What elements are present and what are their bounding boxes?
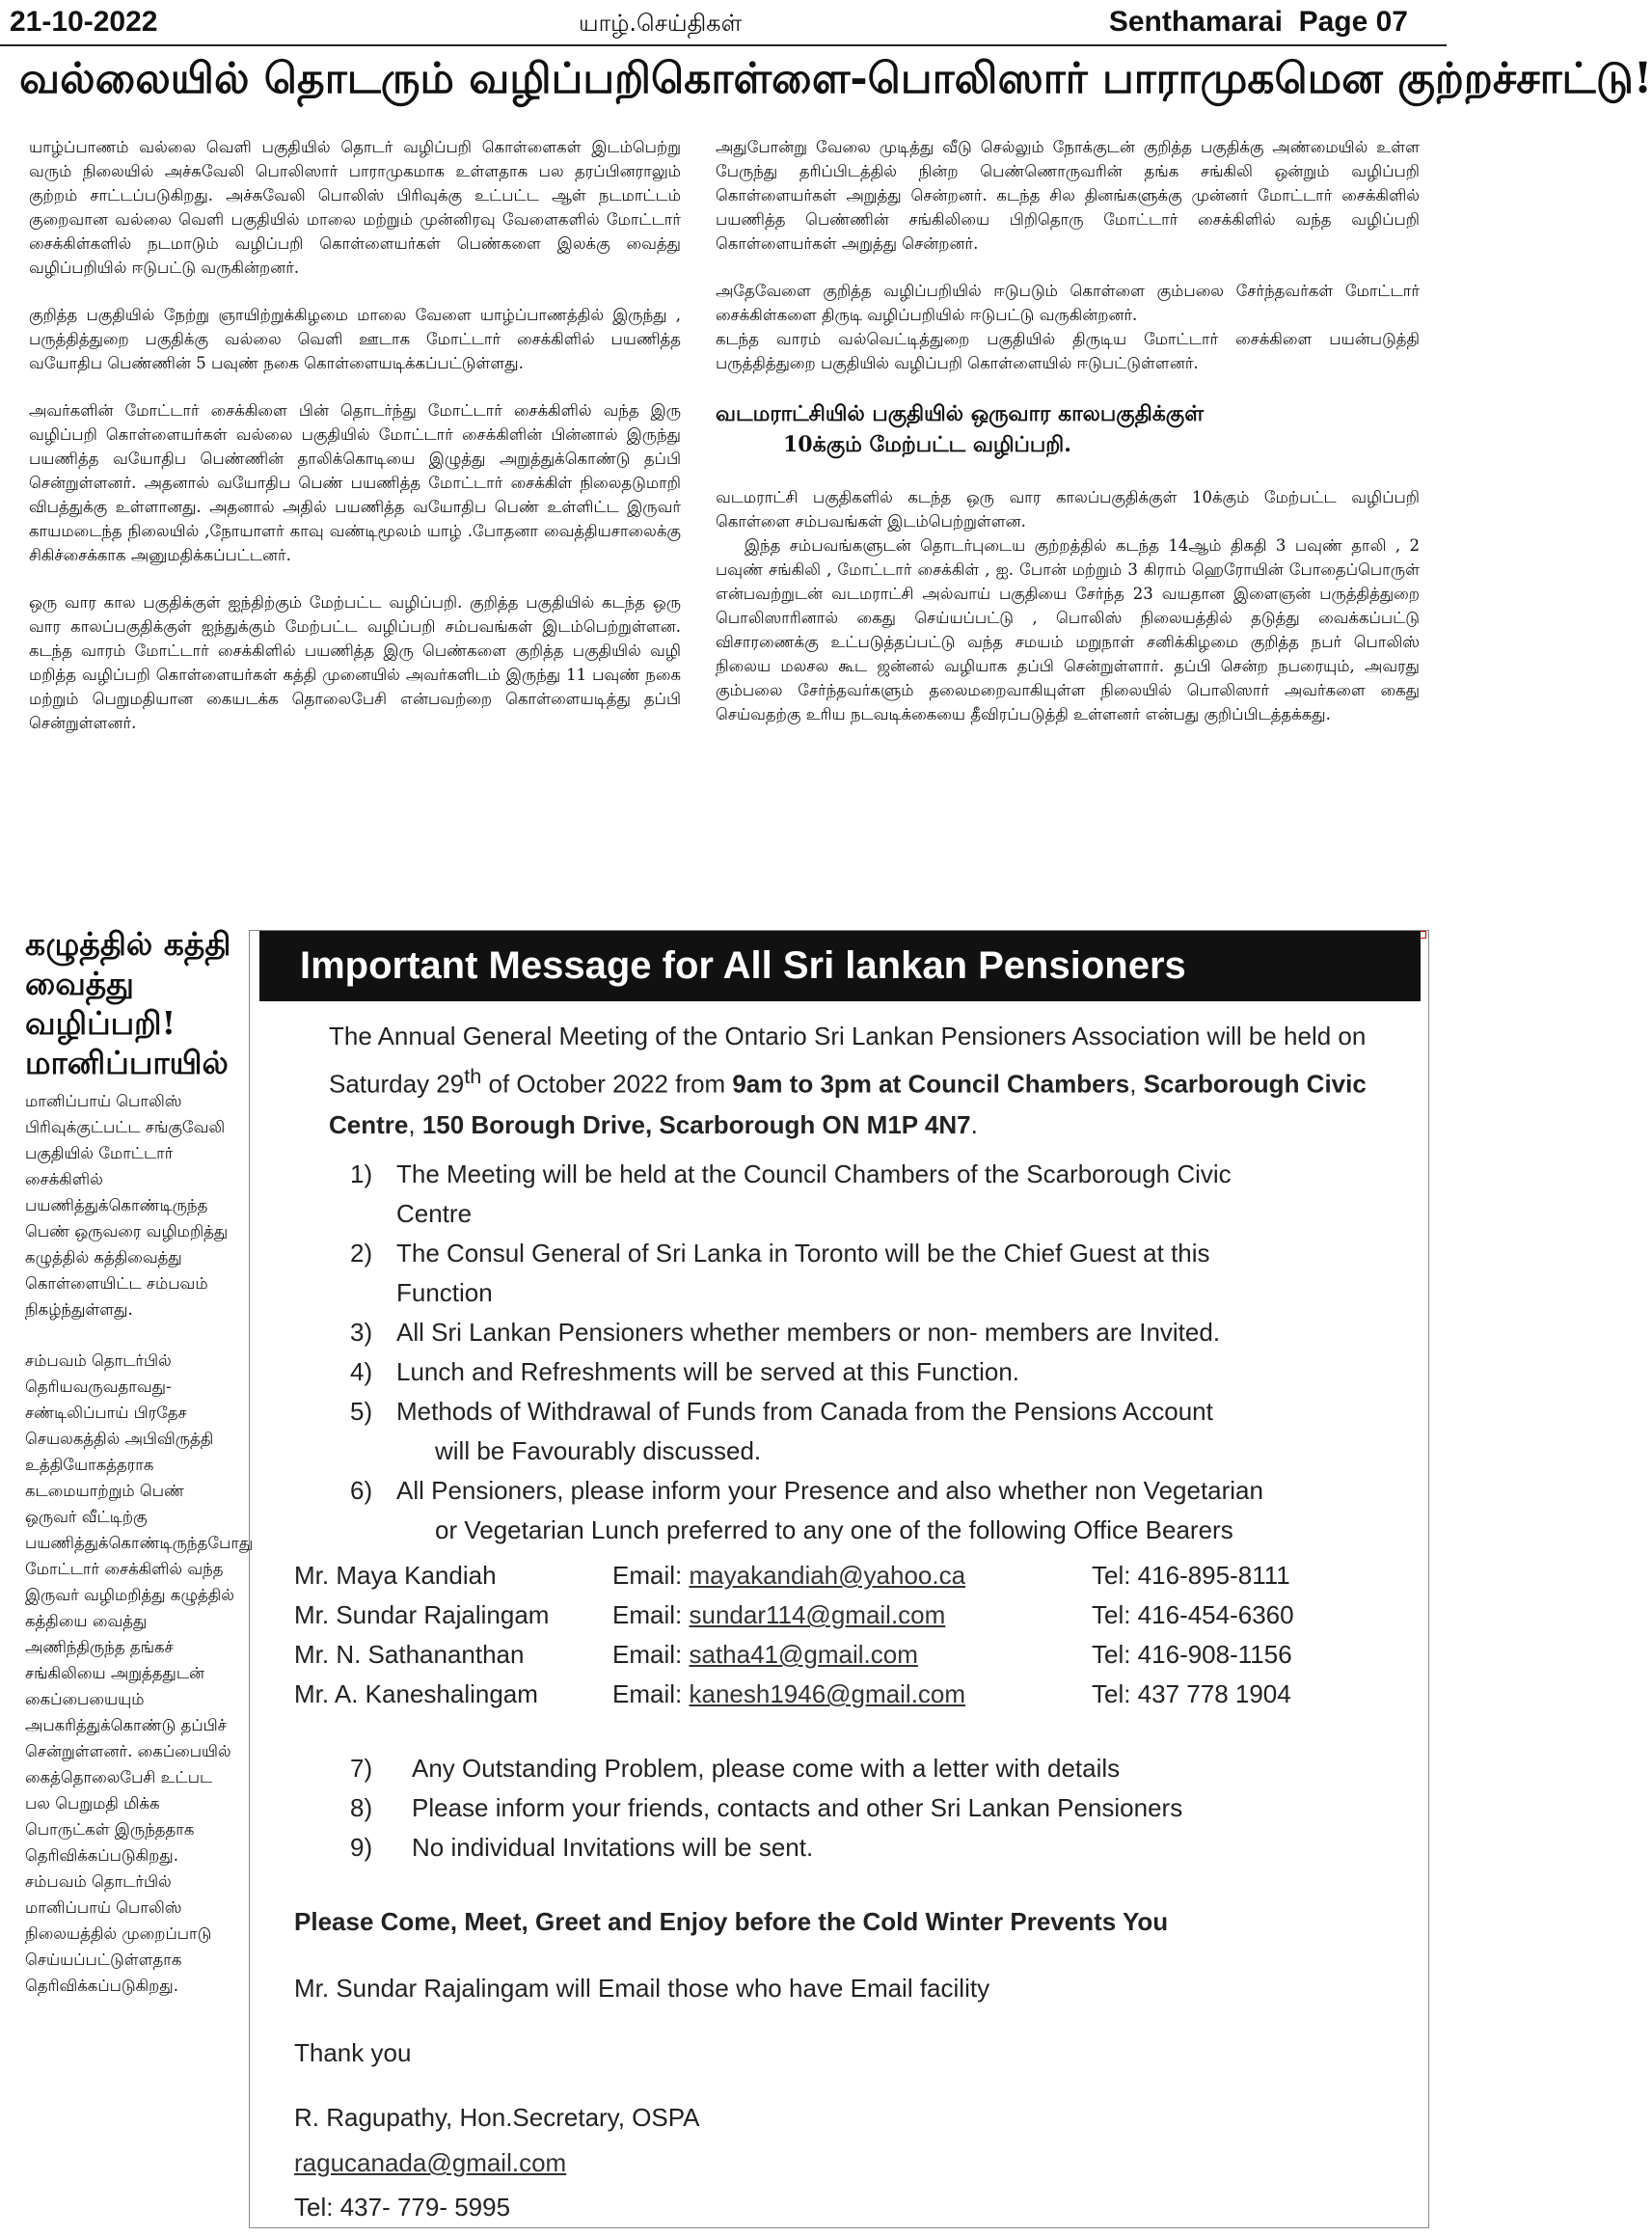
- item-number: 3): [350, 1318, 373, 1347]
- list-item: [350, 1155, 1411, 1234]
- contact-phone: Tel: 437- 779- 5995: [294, 2193, 511, 2222]
- page-header: [0, 0, 1447, 46]
- side-story-paragraph: மானிப்பாய் பொலிஸ் பிரிவுக்குட்பட்ட சங்குவேலி பகுதியில் மோட்டார் சைக்கிளில் பயணித்துக்கொண்டிருந்த பெண் ஒருவரை வழிமறித்து கழுத்தில் கத்திவைத்து கொள்ளையிட்ட சம்பவம் நிகழ்ந்துள்ளது.: [25, 1092, 229, 1319]
- list-item: [350, 1392, 1411, 1471]
- item-number: 8): [350, 1793, 373, 1822]
- officer-email: [612, 1556, 965, 1595]
- left-article-column: [29, 135, 681, 758]
- item-text: Methods of Withdrawal of Funds from Canada from the Pensions Account: [396, 1397, 1213, 1426]
- officer-row: [294, 1675, 1413, 1714]
- article-paragraph: அதுபோன்று வேலை முடித்து வீடு செல்லும் நோக்குடன் குறித்த பகுதிக்கு அண்மையில் உள்ள பேருந்து தரிப்பிடத்தில் நின்ற பெண்ணொருவரின் தங்க சங்கிலி ஒன்றும் வழிப்பறி கொள்ளையர்கள் அறுத்து சென்றனர். கடந்த சில தினங்களுக்கு முன்னர் மோட்டார் சைக்கிளில் பயணித்த பெண்ணின் சங்கிலியை பிறிதொரு மோட்டார் சைக்கிளில் வந்த வழிப்பறி கொள்ளையர்கள் அறுத்து சென்றனர்.: [716, 138, 1420, 253]
- item-number: 6): [350, 1476, 373, 1505]
- intro-sup: th: [464, 1064, 482, 1088]
- article-subheading: [716, 398, 1420, 460]
- side-story: [25, 924, 254, 2024]
- list-item: [350, 1313, 1411, 1352]
- article-paragraph: கடந்த வாரம் வல்வெட்டித்துறை பகுதியில் திருடிய மோட்டார் சைக்கிளை பயன்படுத்தி பருத்தித்துறை பகுதியில் வழிப்பறி கொள்ளையில் ஈடுபட்டுள்ளனர்.: [716, 330, 1420, 372]
- officer-phone: Tel: 416-908-1156: [1092, 1640, 1292, 1669]
- meeting-venue: Scarborough Civic Centre: [329, 1069, 1367, 1139]
- item-number: 2): [350, 1239, 373, 1268]
- email-link[interactable]: sundar114@gmail.com: [689, 1600, 946, 1629]
- officer-row: [294, 1595, 1413, 1635]
- publication-name: Senthamarai: [1108, 6, 1283, 38]
- notice-banner: Important Message for All Sri lankan Pensioners: [259, 931, 1421, 1001]
- intro-text: The Annual General Meeting of the Ontario Sri Lankan Pensioners Association will be held on Saturday 29: [329, 1022, 1367, 1099]
- intro-text: ,: [1129, 1069, 1137, 1099]
- contact-email-link[interactable]: ragucanada@gmail.com: [294, 2148, 567, 2177]
- office-bearers: [294, 1556, 1413, 1714]
- item-text: The Meeting will be held at the Council Chambers of the Scarborough Civic: [396, 1159, 1232, 1188]
- email-link[interactable]: satha41@gmail.com: [689, 1640, 918, 1669]
- closing-invitation: Please Come, Meet, Greet and Enjoy before the Cold Winter Prevents You: [294, 1907, 1169, 1936]
- officer-phone: Tel: 416-454-6360: [1092, 1600, 1294, 1629]
- main-headline: வல்லையில் தொடரும் வழிப்பறிகொள்ளை-பொலிஸார் பாராமுகமென குற்றச்சாட்டு!: [19, 54, 1652, 103]
- notice-list-continued: [350, 1749, 1411, 1868]
- subheading-line: வடமராட்சியில் பகுதியில் ஒருவார காலபகுதிக்குள்: [716, 401, 1205, 426]
- item-number: 5): [350, 1397, 373, 1426]
- article-paragraph: அதேவேளை குறித்த வழிப்பறியில் ஈடுபடும் கொள்ளை கும்பலை சேர்ந்தவர்கள் மோட்டார் சைக்கிள்களை திருடி வழிப்பறியில் ஈடுபட்டு வருகின்றனர்.: [716, 282, 1420, 324]
- signature: R. Ragupathy, Hon.Secretary, OSPA: [294, 2103, 700, 2132]
- article-paragraph: குறித்த பகுதியில் நேற்று ஞாயிற்றுக்கிழமை மாலை வேளை யாழ்ப்பாணத்தில் இருந்து , பருத்தித்துறை பகுதிக்கு வல்லை வெளி ஊடாக மோட்டார் சைக்கிளில் பயணித்த வயோதிப பெண்ணின் 5 பவுண் நகை கொள்ளையடிக்கப்பட்டுள்ளது.: [29, 306, 681, 372]
- article-paragraph: யாழ்ப்பாணம் வல்லை வெளி பகுதியில் தொடர் வழிப்பறி கொள்ளைகள் இடம்பெற்று வரும் நிலையில் அச்சுவேலி பொலிஸார் பாராமுகமாக உள்ளதாக பல தரப்பினராலும் குற்றம் சாட்டப்படுகிறது. அச்சுவேலி பொலிஸ் பிரிவுக்கு உட்பட்ட ஆள் நடமாட்டம் குறைவான வல்லை வெளி பகுதியில் மாலை மற்றும் முன்னிரவு வேளைகளில் மோட்டார் சைக்கிள்களில் நடமாடும் வழிப்பறி கொள்ளையர்கள் பெண்களை இலக்கு வைத்து வழிப்பறியில் ஈடுபட்டு வருகின்றனர்.: [29, 138, 681, 277]
- list-item: [350, 1352, 1411, 1392]
- officer-email: [612, 1595, 945, 1635]
- thank-you: Thank you: [294, 2038, 412, 2067]
- item-text: Lunch and Refreshments will be served at this Function.: [396, 1357, 1020, 1386]
- officer-name: Mr. A. Kaneshalingam: [294, 1679, 538, 1708]
- right-article-column: [716, 135, 1420, 750]
- meeting-address: 150 Borough Drive, Scarborough ON M1P 4N7: [421, 1109, 971, 1139]
- email-label: Email:: [612, 1640, 683, 1669]
- list-item: [350, 1234, 1411, 1313]
- officer-name: Mr. N. Sathananthan: [294, 1640, 525, 1669]
- item-text: The Consul General of Sri Lanka in Toronto will be the Chief Guest at this: [396, 1239, 1210, 1268]
- item-number: 9): [350, 1833, 373, 1862]
- item-text: All Pensioners, please inform your Presence and also whether non Vegetarian: [396, 1476, 1263, 1505]
- item-text: Centre: [396, 1199, 473, 1228]
- list-item: [350, 1788, 1411, 1828]
- list-item: [350, 1471, 1411, 1550]
- item-number: 1): [350, 1159, 373, 1188]
- contact-email-line: [294, 2148, 1413, 2178]
- notice-list: [350, 1155, 1411, 1550]
- page-number: Page 07: [1298, 6, 1408, 38]
- list-item: [350, 1828, 1411, 1868]
- item-text: All Sri Lankan Pensioners whether members or non- members are Invited.: [396, 1318, 1221, 1347]
- article-paragraph: ஒரு வார கால பகுதிக்குள் ஐந்திற்கும் மேற்பட்ட வழிப்பறி. குறித்த பகுதியில் கடந்த ஒரு வார காலப்பகுதிக்குள் ஐந்துக்கும் மேற்பட்ட வழிப்பறி சம்பவங்கள் இடம்பெற்றுள்ளன. கடந்த வாரம் மோட்டார் சைக்கிளில் பயணித்த இரு பெண்களை குறித்த பகுதியில் வழி மறித்த வழிப்பறி கொள்ளையர்கள் கத்தி முனையில் அவர்களிடம் இருந்து 11 பவுண் நகை மற்றும் பெறுமதியான கையடக்க தொலைபேசி என்பவற்றை கொள்ளையடித்து தப்பி சென்றுள்ளனர்.: [29, 593, 681, 732]
- officer-row: [294, 1635, 1413, 1675]
- notice-intro: [329, 1016, 1409, 1145]
- issue-date: 21-10-2022: [10, 6, 158, 38]
- article-paragraph: இந்த சம்பவங்களுடன் தொடர்புடைய குற்றத்தில் கடந்த 14ஆம் திகதி 3 பவுண் தாலி , 2 பவுண் சங்கிலி , மோட்டார் சைக்கிள் , ஐ. போன் மற்றும் 3 கிராம் ஹெரோயின் போதைப்பொருள் என்பவற்றுடன் வடமராட்சி அல்வாய் பகுதியை சேர்ந்த 23 வயதான இளைஞன் பருத்தித்துறை பொலிஸாரினால் கைது செய்யப்பட்டு , பொலிஸ் நிலையத்தில் தடுத்து வைக்கப்பட்டு விசாரணைக்கு உட்படுத்தப்பட்டு வந்த சமயம் மறுநாள் சனிக்கிழமை குறித்த நபர் பொலிஸ் நிலைய மலசல கூட ஜன்னல் வழியாக தப்பி சென்றுள்ளார். தப்பி சென்ற நபரையும், அவரது கும்பலை சேர்ந்தவர்களும் தலைமறைவாகியுள்ள நிலையில் பொலிஸார் அவர்களை கைது செய்வதற்கு உரிய நடவடிக்கையை தீவிரப்படுத்தி உள்ளனர் என்பது குறிப்பிடத்தக்கது.: [716, 536, 1420, 723]
- article-paragraph: அவர்களின் மோட்டார் சைக்கிளை பின் தொடர்ந்து மோட்டார் சைக்கிளில் வந்த இரு வழிப்பறி கொள்ளையர்கள் வல்லை பகுதியில் மோட்டார் சைக்கிளின் பின்னால் இருந்து பயணித்த வயோதிப பெண்ணின் தாலிக்கொடியை இழுத்து அறுத்துக்கொண்டு தப்பி சென்றுள்ளனர். அதனால் வயோதிப பெண் பயணித்த மோட்டார் சைக்கிள் நிலைதடுமாறி விபத்துக்கு உள்ளானது. அதனால் அதில் பயணித்த வயோதிப பெண் உள்ளிட்ட இருவர் காயமடைந்த நிலையில் ,நோயாளர் காவு வண்டிமூலம் யாழ் .போதனா வைத்தியசாலைக்கு சிகிச்சைக்காக அனுமதிக்கப்பட்டனர்.: [29, 401, 681, 564]
- officer-row: [294, 1556, 1413, 1595]
- officer-email: [612, 1635, 918, 1675]
- side-story-title: கழுத்தில் கத்தி வைத்து வழிப்பறி! மானிப்பாயில்: [25, 925, 231, 1081]
- intro-text: of October 2022 from: [481, 1069, 733, 1099]
- item-text: Please inform your friends, contacts and other Sri Lankan Pensioners: [412, 1793, 1183, 1822]
- pensioners-notice: [249, 930, 1429, 2228]
- list-item: [350, 1749, 1411, 1788]
- email-link[interactable]: kanesh1946@gmail.com: [689, 1679, 966, 1708]
- subheading-line: 10க்கும் மேற்பட்ட வழிப்பறி.: [783, 432, 1071, 457]
- officer-email: [612, 1675, 965, 1714]
- intro-text: ,: [408, 1109, 422, 1139]
- officer-phone: Tel: 416-895-8111: [1092, 1561, 1290, 1590]
- site-name: யாழ்.செய்திகள்: [579, 10, 743, 37]
- officer-phone: Tel: 437 778 1904: [1092, 1679, 1291, 1708]
- email-link[interactable]: mayakandiah@yahoo.ca: [689, 1561, 966, 1590]
- email-note: Mr. Sundar Rajalingam will Email those who have Email facility: [294, 1974, 990, 2003]
- email-label: Email:: [612, 1679, 683, 1708]
- item-number: 7): [350, 1754, 373, 1783]
- item-text: or Vegetarian Lunch preferred to any one of the following Office Bearers: [435, 1515, 1233, 1544]
- item-text: Function: [396, 1278, 493, 1307]
- item-number: 4): [350, 1357, 373, 1386]
- item-text: will be Favourably discussed.: [435, 1436, 762, 1465]
- email-label: Email:: [612, 1561, 683, 1590]
- intro-text: .: [970, 1109, 978, 1139]
- item-text: No individual Invitations will be sent.: [412, 1833, 814, 1862]
- side-story-paragraph: சம்பவம் தொடர்பில் தெரியவருவதாவது- சண்டிலிப்பாய் பிரதேச செயலகத்தில் அபிவிருத்தி உத்தியோகத்தராக கடமையாற்றும் பெண் ஒருவர் வீட்டிற்கு பயணித்துக்கொண்டிருந்தபோது மோட்டார் சைக்கிளில் வந்த இருவர் வழிமறித்து கழுத்தில் கத்தியை வைத்து அணிந்திருந்த தங்கச் சங்கிலியை அறுத்ததுடன் கைப்பையையும் அபகரித்துக்கொண்டு தப்பிச் சென்றுள்ளனர். கைப்பையில் கைத்தொலைபேசி உட்பட பல பெறுமதி மிக்க பொருட்கள் இருந்ததாக தெரிவிக்கப்படுகிறது. சம்பவம் தொடர்பில் மானிப்பாய் பொலிஸ் நிலையத்தில் முறைப்பாடு செய்யப்பட்டுள்ளதாக தெரிவிக்கப்படுகிறது.: [25, 1351, 254, 1995]
- email-label: Email:: [612, 1600, 683, 1629]
- article-paragraph: வடமராட்சி பகுதிகளில் கடந்த ஒரு வார காலப்பகுதிக்குள் 10க்கும் மேற்பட்ட வழிப்பறி கொள்ளை சம்பவங்கள் இடம்பெற்றுள்ளன.: [716, 488, 1420, 531]
- officer-name: Mr. Maya Kandiah: [294, 1561, 497, 1590]
- publication-info: [1109, 6, 1408, 39]
- item-text: Any Outstanding Problem, please come with a letter with details: [412, 1754, 1121, 1783]
- officer-name: Mr. Sundar Rajalingam: [294, 1600, 550, 1629]
- meeting-time: 9am to 3pm at Council Chambers: [732, 1069, 1130, 1099]
